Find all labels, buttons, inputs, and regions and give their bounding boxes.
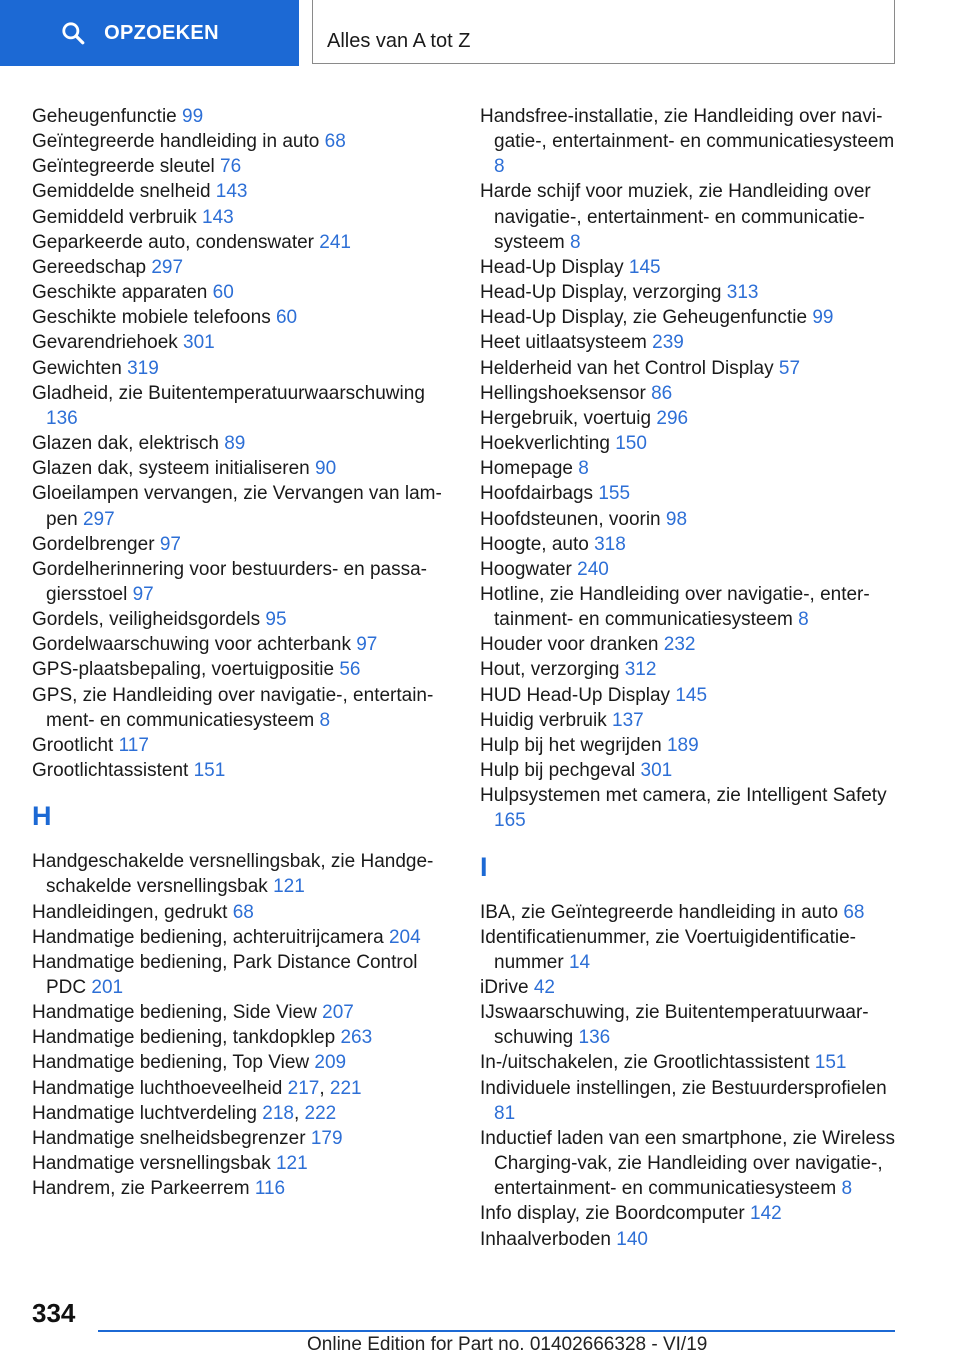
footer-divider <box>98 1330 895 1332</box>
index-entry-term: Gloeilampen vervangen, zie Vervangen van lampen <box>32 483 442 530</box>
page-reference-link[interactable]: 313 <box>726 282 759 304</box>
index-entry <box>480 381 905 406</box>
index-entry-term: Inductief laden van een smartphone, zie Wireless Charging-vak, zie Handleiding over navigatie-, entertainment- en communicatiesysteem <box>480 1127 896 1200</box>
index-entry-term: Handrem, zie Parkeerrem <box>32 1178 250 1200</box>
page-reference-link[interactable]: 263 <box>340 1027 373 1049</box>
page-reference-link[interactable]: 240 <box>577 558 609 580</box>
index-entry <box>32 431 452 456</box>
index-entry <box>32 356 452 381</box>
index-entry-term: Grootlicht <box>32 734 114 756</box>
page-reference-link[interactable]: 142 <box>750 1203 782 1225</box>
index-entry-term: Gewichten <box>32 357 122 379</box>
page-reference-link[interactable]: 8 <box>798 609 809 631</box>
index-entry <box>480 330 905 355</box>
index-entry <box>32 205 452 230</box>
index-entry <box>480 925 905 975</box>
page-reference-link[interactable]: 150 <box>615 433 647 455</box>
index-entry-term: IJswaarschuwing, zie Buitentemperatuurwaarschuwing <box>480 1002 869 1049</box>
index-entry-term: Houder voor dranken <box>480 634 659 656</box>
page-reference-link[interactable]: 143 <box>202 206 234 228</box>
index-entry <box>32 1050 452 1075</box>
page-reference-link[interactable]: 8 <box>319 709 331 731</box>
page-reference-link[interactable]: 8 <box>578 458 589 480</box>
page-reference-link[interactable]: 297 <box>82 508 115 530</box>
page-reference-link[interactable]: 60 <box>212 282 234 304</box>
page-reference-link[interactable]: 99 <box>812 307 834 329</box>
page-reference-link[interactable]: 97 <box>356 634 378 656</box>
page-reference-link[interactable]: 312 <box>624 659 657 681</box>
index-entry-term: Handmatige bediening, tankdopklep <box>32 1027 336 1049</box>
index-entry <box>32 456 452 481</box>
index-entry <box>32 1126 452 1151</box>
index-entry-term: Gemiddeld verbruik <box>32 206 197 228</box>
page-reference-link[interactable]: 218 <box>262 1102 294 1124</box>
index-entry <box>32 532 452 557</box>
page-reference-link[interactable]: 145 <box>628 256 661 278</box>
index-entry-term: Hergebruik, voertuig <box>480 407 652 429</box>
page-reference-link[interactable]: 121 <box>273 876 305 898</box>
index-entry <box>480 758 905 783</box>
page-reference-link[interactable]: 89 <box>224 433 246 455</box>
page-reference-link[interactable]: 209 <box>314 1052 347 1074</box>
index-entry-term: Info display, zie Boordcomputer <box>480 1203 745 1225</box>
page-reference-link[interactable]: 97 <box>132 583 154 605</box>
index-entry <box>32 255 452 280</box>
index-entry-term: Geïntegreerde sleutel <box>32 156 215 178</box>
index-entry <box>32 179 452 204</box>
index-entry <box>480 104 905 179</box>
page-reference-link[interactable]: 121 <box>275 1153 308 1175</box>
index-entry-term: IBA, zie Geïntegreerde handleiding in auto <box>480 901 839 923</box>
page-reference-link[interactable]: 319 <box>127 357 159 379</box>
index-entry-term: GPS-plaatsbepaling, voertuigpositie <box>32 659 335 681</box>
index-entry <box>32 925 452 950</box>
page-reference-link[interactable]: 232 <box>663 634 696 656</box>
index-entry <box>32 1151 452 1176</box>
index-entry-term: Gordels, veiligheidsgordels <box>32 609 261 631</box>
index-entry-term: Gladheid, zie Buitentemperatuurwaarschuwing <box>32 382 425 404</box>
index-entry-term: Handmatige bediening, Side View <box>32 1002 317 1024</box>
page-reference-link[interactable]: 165 <box>494 810 526 832</box>
page-number: 334 <box>32 1298 76 1328</box>
index-entry <box>32 381 452 431</box>
index-entry <box>32 1176 452 1201</box>
index-entry-term: Head-Up Display, zie Geheugenfunctie <box>480 307 808 329</box>
index-entry-term: Gereedschap <box>32 256 147 278</box>
index-entry-term: Handmatige bediening, achteruitrijcamera <box>32 926 384 948</box>
page-reference-link[interactable]: 204 <box>388 926 421 948</box>
page-reference-link[interactable]: 81 <box>494 1102 516 1124</box>
index-entry <box>480 783 905 833</box>
page-reference-link[interactable]: 136 <box>46 407 78 429</box>
page-reference-link[interactable]: 97 <box>159 533 181 555</box>
index-entry-term: Handmatige luchtverdeling <box>32 1102 257 1124</box>
page-reference-link[interactable]: 222 <box>304 1102 337 1124</box>
index-entry-term: Glazen dak, elektrisch <box>32 433 219 455</box>
page-reference-link[interactable]: 86 <box>651 382 673 404</box>
page-reference-link[interactable]: 143 <box>215 181 248 203</box>
page-reference-link[interactable]: 8 <box>841 1178 853 1200</box>
index-entry-term: Individuele instellingen, zie Bestuurdersprofielen <box>480 1077 887 1099</box>
page-reference-link[interactable]: 151 <box>193 760 226 782</box>
index-entry-term: iDrive <box>480 977 529 998</box>
index-entry-term: Hulp bij het wegrijden <box>480 734 662 756</box>
footer-edition: Online Edition for Part no. 01402666328 - VI/19 <box>307 1334 708 1355</box>
index-entry-term: Head-Up Display <box>480 256 624 278</box>
page-reference-link[interactable]: 57 <box>778 357 801 379</box>
index-entry <box>480 1227 905 1252</box>
index-entry <box>480 657 905 682</box>
index-entry: Handmatige luchtverdeling 218, 222 <box>32 1102 337 1124</box>
index-entry-term: Huidig verbruik <box>480 709 607 731</box>
index-column-right <box>480 104 905 1252</box>
index-entry <box>32 758 452 783</box>
index-entry-term: Handmatige snelheidsbegrenzer <box>32 1127 306 1149</box>
index-entry-term: Handmatige versnellingsbak <box>32 1153 271 1175</box>
page-reference-link[interactable]: 297 <box>151 256 184 278</box>
search-button-label: OPZOEKEN <box>104 21 219 44</box>
index-entry <box>480 632 905 657</box>
section-letter: H <box>32 801 52 832</box>
index-entry <box>32 280 452 305</box>
index-entry <box>32 849 452 899</box>
page-reference-link[interactable]: 140 <box>616 1228 648 1250</box>
page-reference-link[interactable]: 14 <box>568 951 591 973</box>
page-reference-link[interactable]: 8 <box>570 231 581 253</box>
index-entry <box>480 280 905 305</box>
index-entry <box>480 406 905 431</box>
index-entry-term: Hout, verzorging <box>480 659 620 681</box>
page-reference-link[interactable]: 56 <box>339 659 361 681</box>
section-letter: I <box>480 851 488 882</box>
index-entry <box>32 900 452 925</box>
index-entry <box>480 255 905 280</box>
index-entry <box>480 683 905 708</box>
index-entry-term: Geparkeerde auto, condenswater <box>32 231 315 253</box>
index-entry-term: Head-Up Display, verzorging <box>480 282 722 304</box>
index-entry-term: Homepage <box>480 458 573 480</box>
index-entry-term: Handgeschakelde versnellingsbak, zie Handgeschakelde versnellingsbak <box>32 851 434 898</box>
breadcrumb[interactable]: Alles van A tot Z <box>312 0 895 64</box>
index-entry-term: Gevarendriehoek <box>32 332 178 354</box>
page-reference-link[interactable]: 301 <box>640 760 673 782</box>
index-entry-term: Hoekverlichting <box>480 433 610 455</box>
index-entry: Handmatige luchthoeveelheid 217, 221 <box>32 1077 362 1099</box>
page-reference-link[interactable]: 155 <box>598 483 631 505</box>
page-reference-link[interactable]: 68 <box>324 131 346 153</box>
page-reference-link[interactable]: 239 <box>652 332 684 354</box>
index-entry <box>32 950 452 1000</box>
index-entry <box>32 657 452 682</box>
index-entry-term: Geschikte mobiele telefoons <box>32 307 271 329</box>
index-entry-term: Handsfree-installatie, zie Handleiding over navigatie-, entertainment- en communicatiesysteem <box>480 106 895 153</box>
index-entry-term: Inhaalverboden <box>480 1228 611 1250</box>
index-entry-term: Gordelwaarschuwing voor achterbank <box>32 634 351 656</box>
index-entry <box>480 356 905 381</box>
index-entry <box>480 1076 905 1126</box>
index-entry-term: Handleidingen, gedrukt <box>32 901 228 923</box>
page-reference-link[interactable]: 117 <box>118 734 149 756</box>
index-entry <box>480 481 905 506</box>
index-entry-term: Hulpsystemen met camera, zie Intelligent Safety <box>480 785 887 807</box>
index-entry-term: Heet uitlaatsysteem <box>480 332 647 354</box>
page-reference-link[interactable]: 221 <box>329 1077 362 1099</box>
page-reference-link[interactable]: 42 <box>533 977 555 998</box>
index-entry-term: Handmatige luchthoeveelheid <box>32 1077 283 1099</box>
index-entry <box>480 1201 905 1226</box>
index-entry-term: In-/uitschakelen, zie Grootlichtassistent <box>480 1052 810 1074</box>
index-entry <box>480 582 905 632</box>
index-entry <box>480 532 905 557</box>
index-entry <box>32 557 452 607</box>
page-reference-link[interactable]: 95 <box>265 609 287 631</box>
index-entry-term: HUD Head-Up Display <box>480 684 671 706</box>
index-entry <box>480 708 905 733</box>
index-column-left <box>32 104 452 1201</box>
index-entry <box>480 975 905 1000</box>
index-entry <box>32 104 452 129</box>
page-reference-link[interactable]: 201 <box>91 977 124 998</box>
index-entry-term: Gordelherinnering voor bestuurders- en passagiersstoel <box>32 558 427 605</box>
index-entry-term: Geheugenfunctie <box>32 106 177 127</box>
index-entry-term: Handmatige bediening, Top View <box>32 1052 310 1074</box>
index-entry <box>480 900 905 925</box>
index-entry-term: Gemiddelde snelheid <box>32 181 211 203</box>
index-entry <box>32 154 452 179</box>
index-entry-term: Hulp bij pechgeval <box>480 760 636 782</box>
index-entry-term: Harde schijf voor muziek, zie Handleiding over navigatie-, entertainment- en communicatiesysteem <box>480 181 871 253</box>
index-entry-term: Hotline, zie Handleiding over navigatie-, entertainment- en communicatiesysteem <box>480 583 870 631</box>
index-entry <box>480 1126 905 1201</box>
page-reference-link[interactable]: 98 <box>665 508 688 530</box>
page-reference-link[interactable]: 68 <box>843 901 865 923</box>
page-reference-link[interactable]: 136 <box>578 1027 611 1049</box>
index-entry-term: Hoofdairbags <box>480 483 594 505</box>
page-reference-link[interactable]: 8 <box>494 156 505 178</box>
page-reference-link[interactable]: 68 <box>232 901 254 923</box>
page-reference-link[interactable]: 207 <box>322 1002 354 1024</box>
index-entry <box>480 733 905 758</box>
index-entry <box>32 632 452 657</box>
index-entry <box>32 1025 452 1050</box>
index-entry <box>480 305 905 330</box>
index-entry <box>32 129 452 154</box>
index-entry-term: Glazen dak, systeem initialiseren <box>32 458 310 480</box>
index-entry-term: Hoofdsteunen, voorin <box>480 508 661 530</box>
index-entry-term: Gordelbrenger <box>32 533 155 555</box>
page-reference-link[interactable]: 179 <box>310 1127 343 1149</box>
page-reference-link[interactable]: 296 <box>656 407 689 429</box>
index-entry <box>32 230 452 255</box>
index-entry <box>32 683 452 733</box>
page-reference-link[interactable]: 116 <box>254 1178 286 1200</box>
header <box>0 0 960 66</box>
page-reference-link[interactable]: 151 <box>814 1052 847 1074</box>
page-reference-link[interactable]: 301 <box>183 332 215 354</box>
index-entry-term: Geïntegreerde handleiding in auto <box>32 131 320 153</box>
page-reference-link[interactable]: 76 <box>220 156 242 178</box>
index-entry <box>32 733 452 758</box>
search-icon <box>60 20 86 46</box>
index-entry <box>480 431 905 456</box>
index-entry <box>32 1000 452 1025</box>
page-reference-link[interactable]: 318 <box>594 533 626 555</box>
page-reference-link[interactable]: 99 <box>182 106 204 127</box>
index-entry <box>32 607 452 632</box>
page-reference-link[interactable]: 60 <box>275 307 298 329</box>
index-entry-term: Hoogwater <box>480 558 572 580</box>
index-entry <box>480 179 905 254</box>
index-entry-term: GPS, zie Handleiding over navigatie-, entertainment- en communicatiesysteem <box>32 684 434 731</box>
index-entry-term: Hellingshoeksensor <box>480 382 646 404</box>
index-entry <box>480 1000 905 1050</box>
index-entry-term: Handmatige bediening, Park Distance Control PDC <box>32 951 418 998</box>
index-entry <box>480 1050 905 1075</box>
page-reference-link[interactable]: 241 <box>319 231 351 253</box>
page-reference-link[interactable]: 90 <box>315 458 337 480</box>
index-entry <box>480 456 905 481</box>
search-button[interactable] <box>0 0 299 66</box>
index-entry <box>480 507 905 532</box>
index-entry <box>32 305 452 330</box>
index-entry <box>32 481 452 531</box>
index-entry-term: Identificatienummer, zie Voertuigidentificatienummer <box>480 926 856 973</box>
page-reference-link[interactable]: 217 <box>287 1077 320 1099</box>
page-reference-link[interactable]: 189 <box>666 734 699 756</box>
page-reference-link[interactable]: 145 <box>675 684 708 706</box>
index-entry <box>480 557 905 582</box>
index-entry-term: Helderheid van het Control Display <box>480 357 774 379</box>
page-reference-link[interactable]: 137 <box>612 709 644 731</box>
index-entry-term: Geschikte apparaten <box>32 282 208 304</box>
index-entry-term: Grootlichtassistent <box>32 760 189 782</box>
index-entry <box>32 330 452 355</box>
index-entry-term: Hoogte, auto <box>480 533 589 555</box>
